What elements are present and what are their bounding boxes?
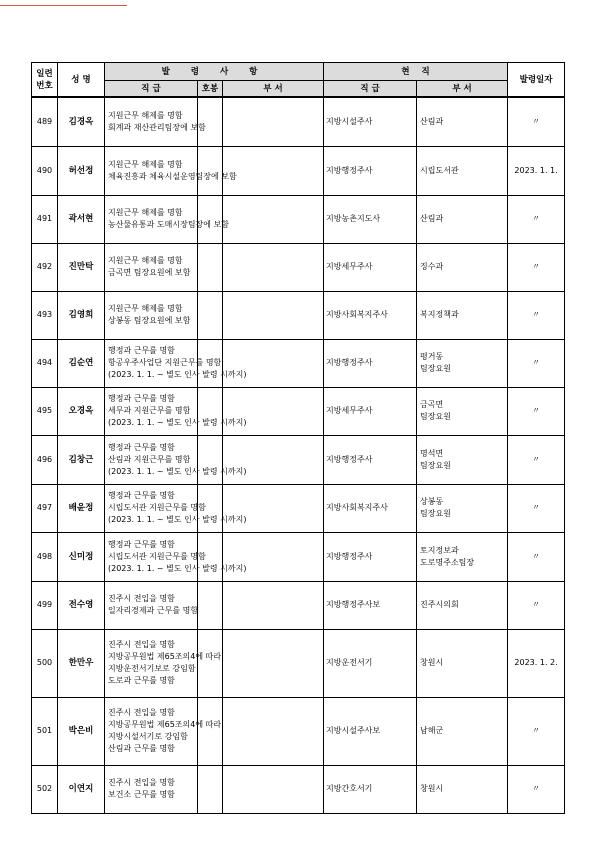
order-line: 농산물유통과 도매시장팀장에 보함 <box>108 220 230 229</box>
grade-cell <box>198 629 223 697</box>
current-dept-line: 토지정보과 <box>420 545 459 555</box>
serial-number-cell: 499 <box>32 581 58 629</box>
order-line: 시립도서관 지원근무를 명함 <box>108 503 206 512</box>
grade-cell <box>198 291 223 339</box>
table-row <box>32 339 565 387</box>
order-line: 상봉동 팀장요원에 보함 <box>108 316 191 325</box>
serial-number-cell: 501 <box>32 697 58 765</box>
current-dept-line: 산림과 <box>420 214 444 223</box>
appointment-order-cell <box>105 291 198 339</box>
grade-cell <box>198 387 223 435</box>
current-rank-cell: 지방시설주사보 <box>324 697 417 765</box>
order-line: 산림과 근무를 명함 <box>108 744 175 753</box>
order-line: 세무과 지원근무를 명함 <box>108 406 191 415</box>
appointment-dept-cell <box>223 765 324 813</box>
current-dept-cell <box>417 97 508 146</box>
table-row <box>32 146 565 195</box>
grade-cell <box>198 581 223 629</box>
current-rank-cell: 지방행정주사 <box>324 532 417 581</box>
current-dept-line: 평거동 <box>420 352 444 361</box>
current-dept-line: 팀장요원 <box>420 509 451 518</box>
order-line: 지방운전서기보로 강임함 <box>108 664 196 673</box>
current-dept-cell <box>417 435 508 484</box>
person-name-cell: 신미정 <box>58 532 105 581</box>
order-line: 지방시설서기로 강임함 <box>108 732 188 741</box>
order-line: 지원근무 해제를 명함 <box>108 110 183 120</box>
current-dept-line: 복지정책과 <box>420 310 459 319</box>
current-rank-cell: 지방행정주사보 <box>324 581 417 629</box>
grade-cell <box>198 146 223 195</box>
appointment-date-cell: 〃 <box>508 387 565 435</box>
table-row <box>32 243 565 291</box>
current-dept-cell <box>417 581 508 629</box>
serial-number-cell: 497 <box>32 484 58 532</box>
serial-number-cell: 492 <box>32 243 58 291</box>
order-line: 지방공무원법 제65조의4에 따라 <box>108 720 222 729</box>
order-line: (2023. 1. 1. ~ 별도 인사 발령 시까지) <box>108 466 247 476</box>
appointment-date-cell: 〃 <box>508 765 565 813</box>
grade-cell <box>198 765 223 813</box>
date-header: 발령일자 <box>508 63 565 98</box>
appointment-order-cell <box>105 339 247 387</box>
serial-number-cell: 493 <box>32 291 58 339</box>
current-rank-cell: 지방세무주사 <box>324 387 417 435</box>
appointment-dept-cell <box>223 629 324 697</box>
rank-subheader: 직 급 <box>105 81 198 98</box>
appointment-dept-cell <box>223 195 324 243</box>
current-dept-cell <box>417 243 508 291</box>
grade-subheader: 호봉 <box>198 81 223 98</box>
serial-number-cell: 490 <box>32 146 58 195</box>
serial-number-cell: 500 <box>32 629 58 697</box>
appointment-date-cell: 2023. 1. 2. <box>508 629 565 697</box>
current-dept-line: 금곡면 <box>420 400 444 409</box>
current-rank-cell: 지방사회복지주사 <box>324 291 417 339</box>
person-name-cell: 김순연 <box>58 339 105 387</box>
serial-number-cell: 496 <box>32 435 58 484</box>
appointment-dept-cell <box>223 581 324 629</box>
order-line: 지원근무 해제를 명함 <box>108 304 183 313</box>
table-row <box>32 532 565 581</box>
appointment-date-cell: 〃 <box>508 484 565 532</box>
appointment-order-cell <box>105 97 206 146</box>
table-row <box>32 387 565 435</box>
current-rank-subheader: 직 급 <box>324 81 417 98</box>
appointment-dept-cell <box>223 387 324 435</box>
order-line: 행정과 근무를 명함 <box>108 442 175 452</box>
appointment-date-cell: 〃 <box>508 291 565 339</box>
current-rank-cell: 지방세무주사 <box>324 243 417 291</box>
person-name-cell: 이연지 <box>58 765 105 813</box>
current-dept-cell <box>417 629 508 697</box>
appointment-dept-cell <box>223 291 324 339</box>
order-line: 진주시 전입을 명함 <box>108 640 175 649</box>
person-name-cell: 오경옥 <box>58 387 105 435</box>
grade-cell <box>198 97 223 146</box>
order-line: 진주시 전입을 명함 <box>108 708 175 717</box>
appointment-dept-cell <box>223 243 324 291</box>
current-rank-cell: 지방행정주사 <box>324 339 417 387</box>
appointment-order-cell <box>105 146 237 195</box>
order-line: 도로과 근무를 명함 <box>108 676 175 685</box>
serial-number-cell: 489 <box>32 97 58 146</box>
current-dept-line: 징수과 <box>420 262 444 271</box>
order-line: 체육진흥과 체육시설운영팀장에 보함 <box>108 171 237 181</box>
person-name-cell: 곽서현 <box>58 195 105 243</box>
grade-cell <box>198 195 223 243</box>
order-line: 행정과 근무를 명함 <box>108 539 175 549</box>
order-line: (2023. 1. 1. ~ 별도 인사 발령 시까지) <box>108 370 247 379</box>
order-line: 지원근무 해제를 명함 <box>108 208 183 217</box>
person-name-cell: 김경옥 <box>58 97 105 146</box>
table-row <box>32 765 565 813</box>
table-row <box>32 291 565 339</box>
current-dept-cell <box>417 146 508 195</box>
serial-number-cell: 494 <box>32 339 58 387</box>
order-line: 회계과 재산관리팀장에 보함 <box>108 122 206 132</box>
current-dept-line: 산림과 <box>420 116 444 126</box>
appointment-order-cell <box>105 765 198 813</box>
table-row <box>32 629 565 697</box>
current-dept-line: 시립도서관 <box>420 165 459 175</box>
person-name-cell: 김창근 <box>58 435 105 484</box>
current-dept-line: 창원시 <box>420 658 444 667</box>
appointment-header: 발 령 사 항 <box>105 63 324 81</box>
serial-number-cell: 498 <box>32 532 58 581</box>
grade-cell <box>198 697 223 765</box>
person-name-cell: 배윤정 <box>58 484 105 532</box>
appointment-date-cell: 〃 <box>508 97 565 146</box>
order-line: 산림과 지원근무를 명함 <box>108 454 191 464</box>
appointment-order-cell <box>105 243 198 291</box>
current-dept-cell <box>417 484 508 532</box>
order-line: 금곡면 팀장요원에 보함 <box>108 268 191 277</box>
current-dept-cell <box>417 291 508 339</box>
person-name-cell: 허선정 <box>58 146 105 195</box>
order-line: 진주시 전입을 명함 <box>108 778 175 787</box>
order-line: 지방공무원법 제65조의4에 따라 <box>108 652 222 661</box>
name-header: 성 명 <box>58 63 105 98</box>
order-line: (2023. 1. 1. ~ 별도 인사 발령 시까지) <box>108 563 247 573</box>
person-name-cell: 한만우 <box>58 629 105 697</box>
current-dept-line: 진주시의회 <box>420 600 459 609</box>
current-rank-cell: 지방시설주사 <box>324 97 417 146</box>
order-line: 지원근무 해제를 명함 <box>108 256 183 265</box>
appointment-order-cell <box>105 435 247 484</box>
header-rule <box>0 5 127 6</box>
appointment-date-cell: 〃 <box>508 697 565 765</box>
appointment-dept-cell <box>223 146 324 195</box>
current-dept-line: 팀장요원 <box>420 364 451 373</box>
person-name-cell: 김영희 <box>58 291 105 339</box>
appointment-order-cell <box>105 629 222 697</box>
current-dept-cell <box>417 765 508 813</box>
appointment-dept-cell <box>223 97 324 146</box>
table-row <box>32 435 565 484</box>
current-dept-line: 도로명주소팀장 <box>420 557 475 567</box>
current-rank-cell: 지방간호서기 <box>324 765 417 813</box>
current-dept-line: 상봉동 <box>420 497 444 506</box>
appointment-table <box>31 62 565 814</box>
current-dept-line: 팀장요원 <box>420 460 451 470</box>
current-dept-cell <box>417 697 508 765</box>
dept-subheader: 부 서 <box>223 81 324 98</box>
order-line: 행정과 근무를 명함 <box>108 491 175 500</box>
serial-number-cell: 502 <box>32 765 58 813</box>
order-line: 보건소 근무를 명함 <box>108 790 175 799</box>
appointment-order-cell <box>105 697 222 765</box>
current-rank-cell: 지방농촌지도사 <box>324 195 417 243</box>
current-rank-cell: 지방행정주사 <box>324 435 417 484</box>
current-rank-cell: 지방행정주사 <box>324 146 417 195</box>
serial-number-cell: 495 <box>32 387 58 435</box>
appointment-dept-cell <box>223 435 324 484</box>
current-dept-line: 명석면 <box>420 448 444 458</box>
table-row <box>32 97 565 146</box>
current-dept-line: 창원시 <box>420 784 444 793</box>
appointment-dept-cell <box>223 532 324 581</box>
person-name-cell: 전수영 <box>58 581 105 629</box>
order-line: 진주시 전입을 명함 <box>108 594 175 603</box>
current-rank-cell: 지방사회복지주사 <box>324 484 417 532</box>
current-dept-cell <box>417 532 508 581</box>
table-row <box>32 697 565 765</box>
order-line: 항공우주사업단 지원근무를 명함 <box>108 358 222 367</box>
current-dept-line: 팀장요원 <box>420 412 451 421</box>
current-position-header: 현 직 <box>324 63 508 81</box>
table-row <box>32 195 565 243</box>
appointment-date-cell: 〃 <box>508 195 565 243</box>
table-row <box>32 581 565 629</box>
grade-cell <box>198 435 223 484</box>
appointment-date-cell: 〃 <box>508 243 565 291</box>
appointment-order-cell <box>105 484 247 532</box>
order-line: 일자리경제과 근무를 명함 <box>108 606 199 615</box>
order-line: 행정과 근무를 명함 <box>108 394 175 403</box>
current-dept-line: 남해군 <box>420 726 444 735</box>
current-rank-cell: 지방운전서기 <box>324 629 417 697</box>
order-line: (2023. 1. 1. ~ 별도 인사 발령 시까지) <box>108 515 247 524</box>
serial-number-cell: 491 <box>32 195 58 243</box>
order-line: 시립도서관 지원근무를 명함 <box>108 551 206 561</box>
appointment-dept-cell <box>223 484 324 532</box>
person-name-cell: 진만탁 <box>58 243 105 291</box>
appointment-order-cell <box>105 387 247 435</box>
appointment-date-cell: 〃 <box>508 339 565 387</box>
appointment-date-cell: 2023. 1. 1. <box>508 146 565 195</box>
serial-header: 일련 번호 <box>32 63 58 98</box>
current-dept-subheader: 부 서 <box>417 81 508 98</box>
order-line: 행정과 근무를 명함 <box>108 346 175 355</box>
appointment-order-cell <box>105 532 247 581</box>
table-row <box>32 484 565 532</box>
current-dept-cell <box>417 339 508 387</box>
current-dept-cell <box>417 195 508 243</box>
appointment-date-cell: 〃 <box>508 435 565 484</box>
person-name-cell: 박은비 <box>58 697 105 765</box>
appointment-order-cell <box>105 581 198 629</box>
appointment-dept-cell <box>223 339 324 387</box>
order-line: (2023. 1. 1. ~ 별도 인사 발령 시까지) <box>108 418 247 427</box>
appointment-date-cell: 〃 <box>508 532 565 581</box>
appointment-dept-cell <box>223 697 324 765</box>
order-line: 지원근무 해제를 명함 <box>108 159 183 169</box>
grade-cell <box>198 243 223 291</box>
appointment-date-cell: 〃 <box>508 581 565 629</box>
current-dept-cell <box>417 387 508 435</box>
appointment-order-cell <box>105 195 230 243</box>
